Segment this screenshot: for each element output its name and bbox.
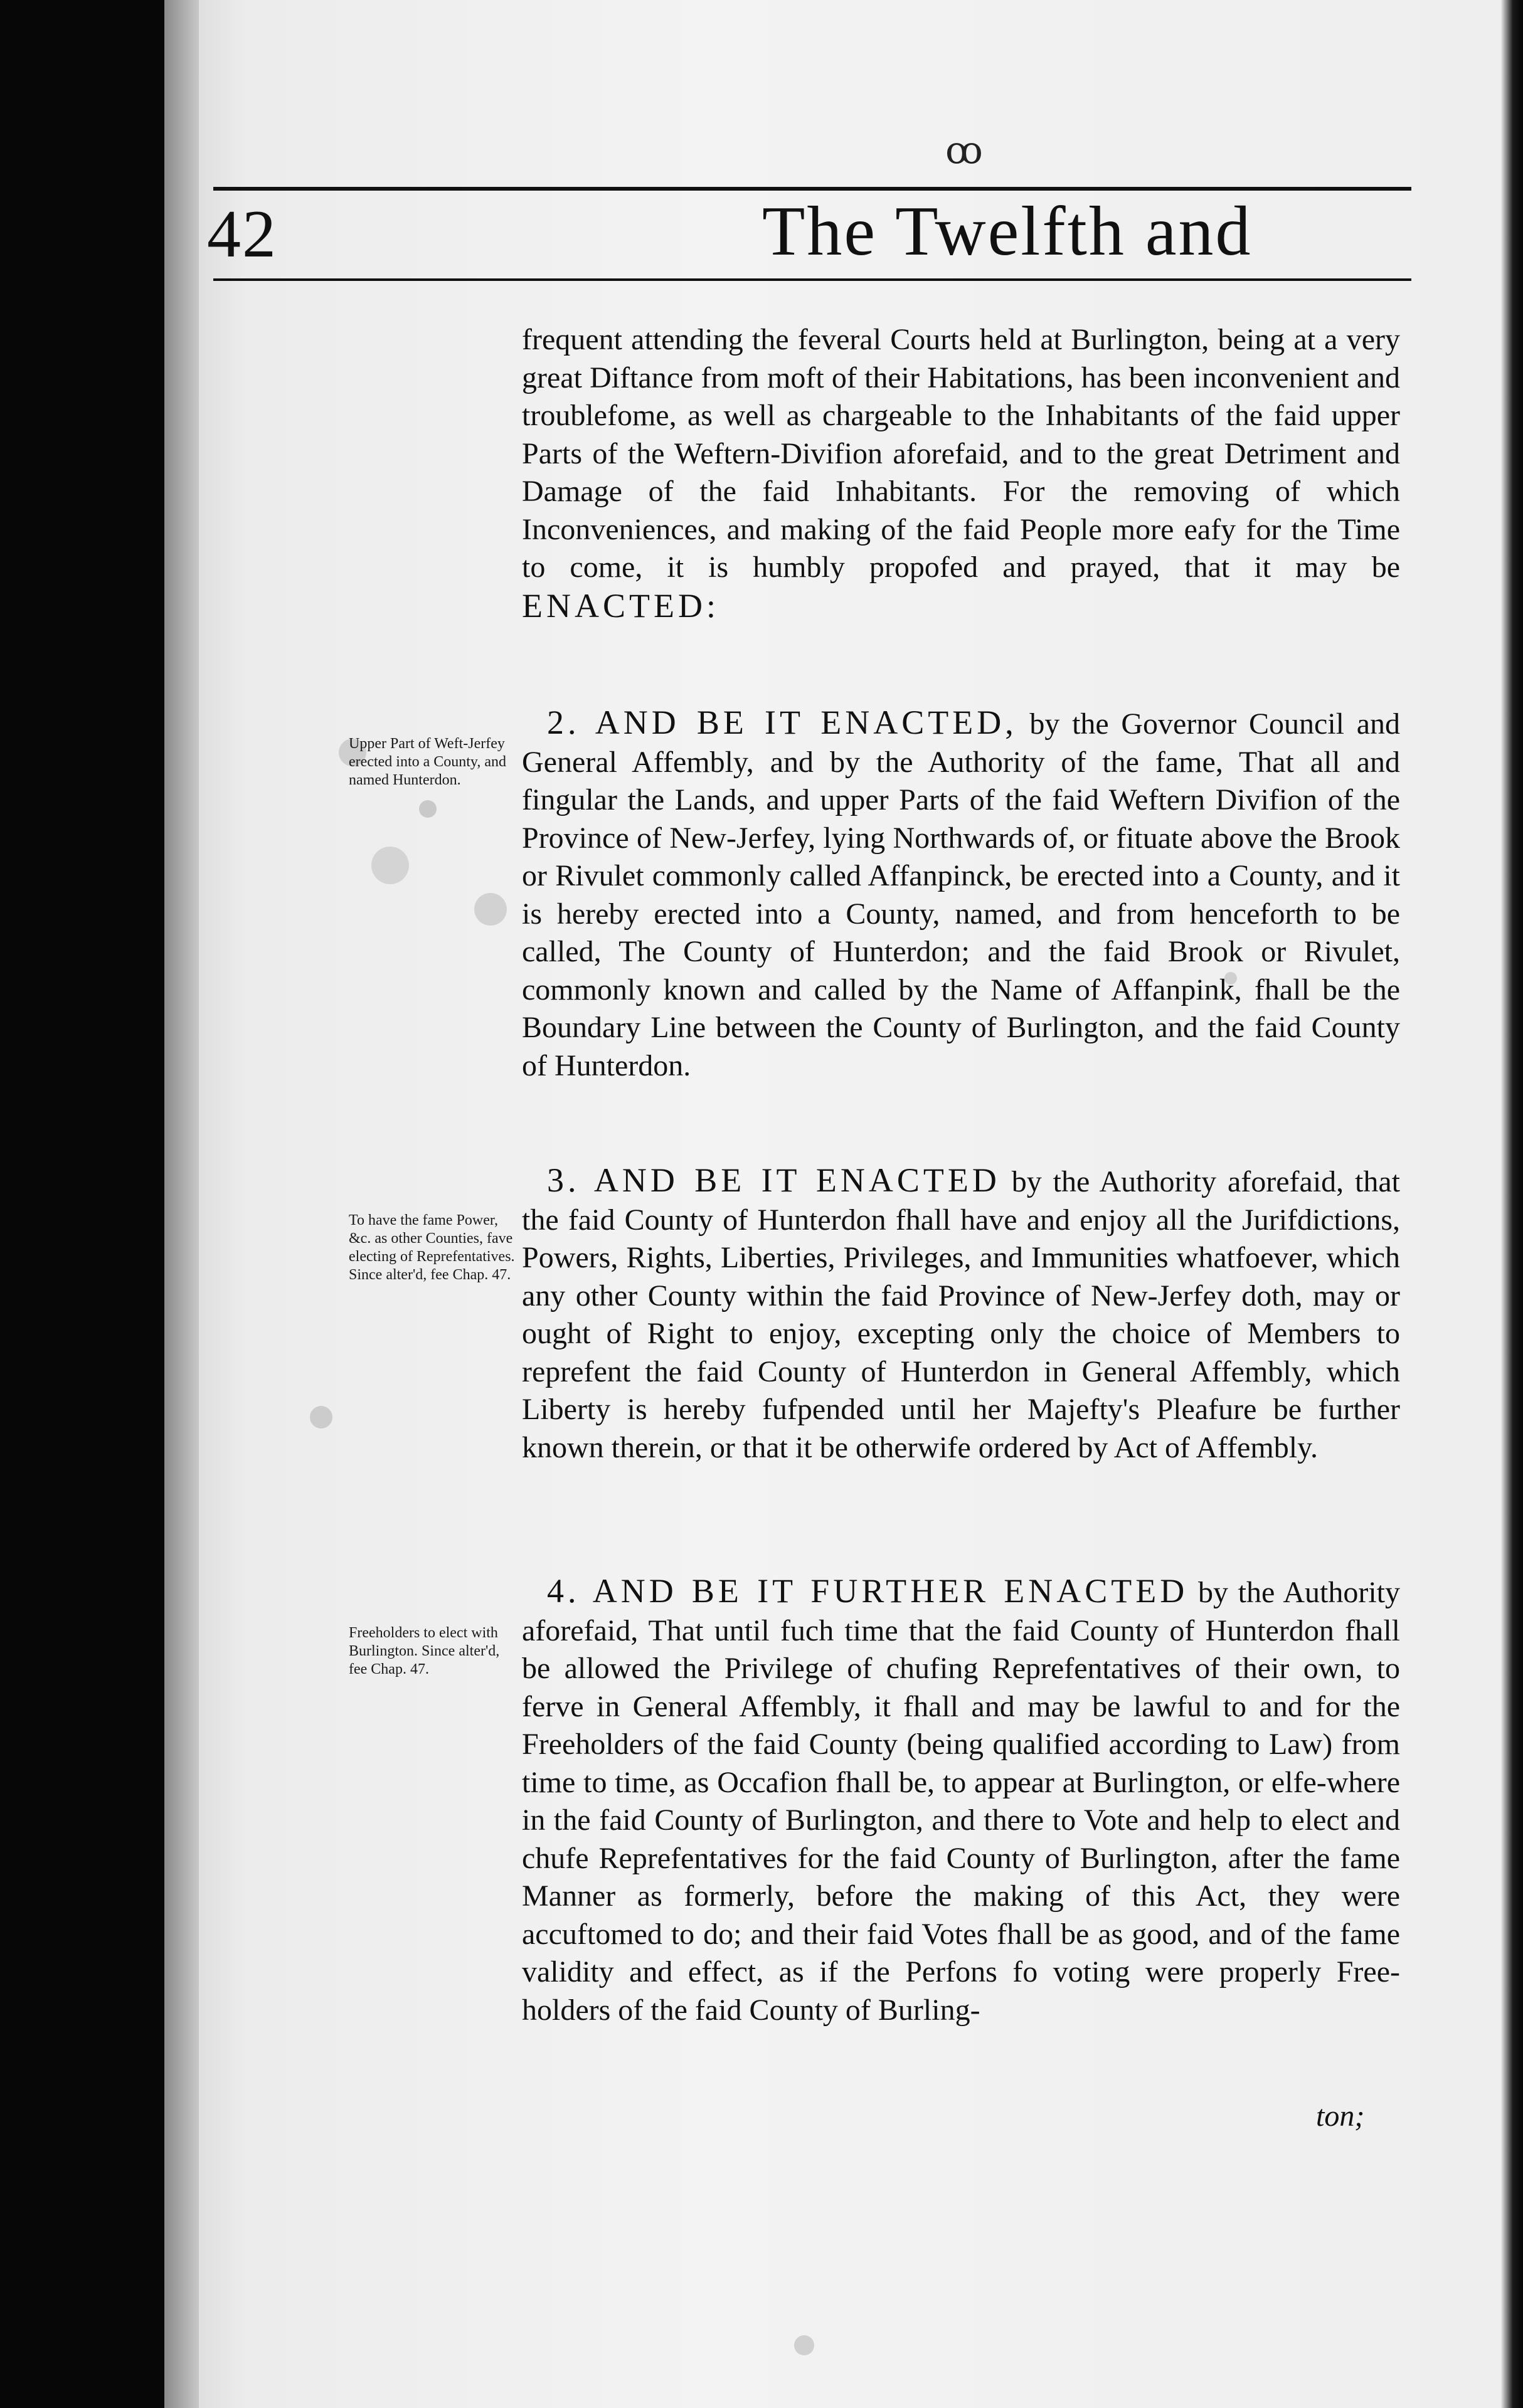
page-number: 42 xyxy=(207,197,277,272)
margin-note-freeholders: Freeholders to elect with Burlington. Since alter'd, fee Chap. 47. xyxy=(349,1625,500,1677)
section-3-text: by the Authority aforefaid, that the faid County of Hunterdon fhall have and enjoy all the Jurifdictions, Powers, Rights, Liberties, Privileges, and Immunities whatfoever, which any other County within the faid Province of New-Jerfey doth, may or ought of Right to enjoy, excepting only the choice of Members to reprefent the faid County of Hunterdon in General Affembly, which Liberty is hereby fufpended until her Majefty's Pleafure be further known therein, or that it be otherwife ordered by Act of Affembly. xyxy=(522,1165,1400,1464)
margin-note-same-power: To have the fame Power, &c. as other Counties, fave electing of Reprefentatives. Since alter'd, fee Chap. 47. xyxy=(349,1212,515,1283)
paragraph-section-2 xyxy=(522,704,1400,1085)
paragraph-section-4 xyxy=(522,1572,1400,2029)
running-head: The Twelfth and xyxy=(762,193,1253,270)
catchword: ton; xyxy=(1316,2099,1365,2133)
ornament-mark: ꝏ xyxy=(945,130,983,171)
section-2-lead: 2. AND BE IT ENACTED, xyxy=(547,704,1017,741)
section-2-text: by the Governor Council and General Affembly, and by the Authority of the fame, That all and fingular the Lands, and upper Parts of the faid Weftern Divifion of the Province of New-Jerfey, lying Northwards of, or fituate above the Brook or Rivulet commonly called Affanpinck, be erected into a County, and it is hereby erected into a County, named, and from henceforth to be called, The County of Hunterdon; and the faid Brook or Rivulet, commonly known and called by the Name of Affanpink, fhall be the Boundary Line between the County of Burlington, and the faid County of Hunterdon. xyxy=(522,707,1400,1082)
header-rule-bottom xyxy=(213,278,1411,281)
section-3-lead: 3. AND BE IT ENACTED xyxy=(547,1161,1000,1199)
header-rule-top xyxy=(213,187,1411,191)
paragraph-intro xyxy=(522,321,1400,626)
intro-enacted: ENACTED: xyxy=(522,586,719,625)
section-4-lead: 4. AND BE IT FURTHER ENACTED xyxy=(547,1572,1189,1610)
section-4-text: by the Authority aforefaid, That until fuch time that the faid County of Hunterdon fhall be allowed the Privilege of chufing Reprefentatives of their own, to ferve in General Affembly, it fhall and may be lawful to and for the Freeholders of the faid County (being qualified according to Law) from time to time, as Occafion fhall be, to appear at Burlington, or elfe-where in the faid County of Burlington, and there to Vote and help to elect and chufe Reprefentatives for the faid County of Burlington, after the fame Manner as formerly, before the making of this Act, they were accuftomed to do; and their faid Votes fhall be as good, and of the fame validity and effect, as if the Perfons fo voting were properly Free-holders of the faid County of Burling- xyxy=(522,1576,1400,2027)
intro-text: frequent attending the feveral Courts held at Burlington, being at a very great Diftance from moft of their Habitations, has been inconvenient and troublefome, as well as chargeable to the Inhabitants of the faid upper Parts of the Weftern-Divifion aforefaid, and to the great Detriment and Damage of the faid Inhabitants. For the removing of which Inconveniences, and making of the faid People more eafy for the Time to come, it is humbly propofed and prayed, that it may be xyxy=(522,323,1400,584)
paragraph-section-3 xyxy=(522,1161,1400,1467)
margin-note-upper-part: Upper Part of Weft-Jerfey erected into a County, and named Hunterdon. xyxy=(349,736,507,788)
